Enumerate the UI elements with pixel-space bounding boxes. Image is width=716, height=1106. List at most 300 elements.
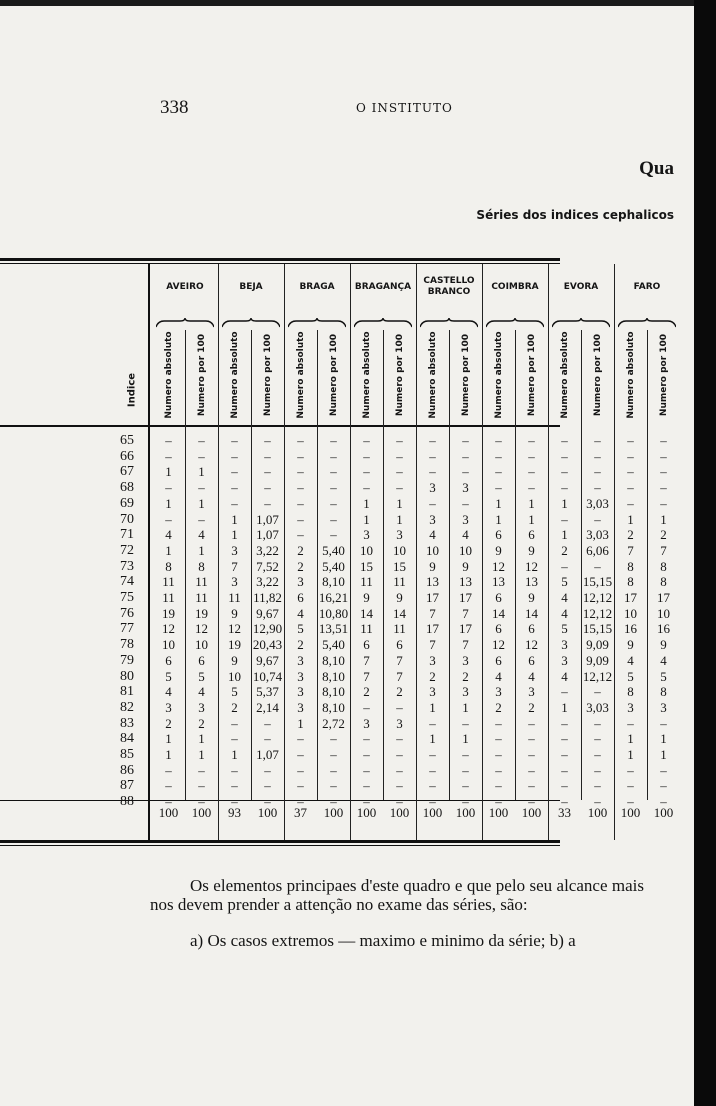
table-cell: 3 [363, 527, 370, 543]
table-cell: – [330, 464, 337, 480]
index-value: 82 [120, 699, 134, 715]
table-cell: – [165, 762, 172, 778]
table-cell: 1 [528, 495, 535, 511]
table-cell: 8 [660, 574, 667, 590]
table-cell: 11 [162, 590, 175, 605]
table-cell: 4 [627, 652, 634, 668]
table-cell: 9 [660, 637, 667, 653]
table-cell: 2 [462, 668, 469, 684]
table-cell: – [165, 778, 172, 794]
table-cell: – [561, 558, 568, 574]
table-cell: 6 [528, 621, 535, 637]
table-cell: 11 [195, 590, 208, 605]
table-cell: – [627, 448, 634, 464]
table-cell: – [528, 433, 535, 448]
table-cell: 1 [396, 495, 403, 511]
table-cell: 10 [624, 605, 637, 621]
table-cell: 2 [396, 684, 403, 700]
table-cell: 5,40 [322, 558, 345, 574]
index-value: 66 [120, 448, 134, 464]
table-cell: 7 [429, 605, 436, 621]
table-cell: 3 [396, 715, 403, 731]
table-cell: – [297, 778, 304, 794]
table-cell: 17 [426, 590, 439, 605]
table-cell: – [495, 778, 502, 794]
table-cell: – [297, 448, 304, 464]
index-value: 79 [120, 652, 134, 668]
region-brace [156, 318, 214, 328]
index-value: 88 [120, 794, 134, 810]
table-cell: 1 [627, 731, 634, 747]
table-cell: 4 [165, 684, 172, 700]
table-cell: 3 [429, 511, 436, 527]
table-cell: 3 [297, 668, 304, 684]
table-cell: – [462, 747, 469, 762]
sub-column-header-label: Numero por 100 [196, 333, 207, 417]
table-cell: 3 [198, 699, 205, 715]
table-cell: – [660, 480, 667, 496]
sub-column-header [491, 330, 507, 420]
region-brace [420, 318, 478, 328]
table-cell: 6 [495, 590, 502, 605]
table-cell: 5,40 [322, 637, 345, 653]
table-cell: 13 [459, 574, 472, 590]
scan-edge-top [0, 0, 716, 6]
table-cell: – [429, 747, 436, 762]
table-cell: 15,15 [582, 574, 613, 590]
table-cell: – [396, 762, 403, 778]
table-cell: 3 [660, 699, 667, 715]
table-cell: – [528, 762, 535, 778]
region-brace [486, 318, 544, 328]
table-cell: – [528, 794, 535, 810]
table-cell: 1 [165, 731, 172, 747]
table-cell: 9 [627, 637, 634, 653]
table-cell: 10,80 [318, 605, 349, 621]
table-cell: – [627, 480, 634, 496]
table-cell: 3 [429, 684, 436, 700]
table-cell: 19 [195, 605, 208, 621]
table-cell: – [594, 762, 601, 778]
table-cell: 9 [231, 605, 238, 621]
table-cell: – [231, 480, 238, 496]
table-top-rule-thin [0, 263, 560, 264]
table-cell: 1 [363, 495, 370, 511]
table-cell: – [297, 794, 304, 810]
total-cell: 100 [158, 805, 179, 820]
table-cell: 4 [198, 527, 205, 543]
table-cell: 5 [231, 684, 238, 700]
table-cell: – [561, 747, 568, 762]
sub-column-header-label: Numero absoluto [625, 331, 636, 419]
table-cell: – [528, 731, 535, 747]
table-cell: – [198, 794, 205, 810]
total-cell: 100 [620, 805, 641, 820]
table-cell: – [627, 464, 634, 480]
table-cell: 3 [528, 684, 535, 700]
body-paragraph-2: a) Os casos extremos — maximo e minimo da série; b) a [190, 931, 576, 950]
table-cell: 7 [396, 652, 403, 668]
index-value: 77 [120, 621, 134, 637]
table-cell: – [627, 495, 634, 511]
table-cell: 1 [231, 747, 238, 762]
table-cell: – [627, 794, 634, 810]
table-cell: 12,12 [582, 668, 613, 684]
table-cell: 10 [657, 605, 670, 621]
table-cell: – [264, 715, 271, 731]
table-cell: 3 [297, 699, 304, 715]
table-cell: – [462, 715, 469, 731]
table-cell: 1 [429, 699, 436, 715]
table-cell: 5 [660, 668, 667, 684]
table-cell: 3,03 [586, 527, 609, 543]
table-cell: 10 [162, 637, 175, 653]
index-value: 78 [120, 637, 134, 653]
table-cell: 1 [198, 542, 205, 558]
table-cell: 1 [429, 731, 436, 747]
table-cell: – [594, 480, 601, 496]
table-cell: 5,40 [322, 542, 345, 558]
table-cell: 15 [393, 558, 406, 574]
table-cell: – [231, 448, 238, 464]
table-cell: 8 [660, 684, 667, 700]
table-heading: Qua [639, 158, 674, 179]
region-brace [222, 318, 280, 328]
table-cell: 1 [165, 464, 172, 480]
table-cell: 9 [396, 590, 403, 605]
table-cell: 12 [492, 637, 505, 653]
table-cell: – [495, 448, 502, 464]
table-cell: 12 [525, 637, 538, 653]
table-cell: 1 [660, 747, 667, 762]
table-cell: 8,10 [322, 652, 345, 668]
table-cell: 13 [525, 574, 538, 590]
index-value: 80 [120, 668, 134, 684]
table-cell: 9,67 [256, 605, 279, 621]
table-cell: – [231, 762, 238, 778]
index-value: 83 [120, 715, 134, 731]
table-cell: 5,37 [256, 684, 279, 700]
table-cell: – [396, 433, 403, 448]
table-cell: 7 [363, 668, 370, 684]
table-cell: 5 [561, 621, 568, 637]
table-cell: 7 [231, 558, 238, 574]
table-cell: – [264, 433, 271, 448]
table-cell: 6 [198, 652, 205, 668]
table-cell: – [264, 495, 271, 511]
table-cell: – [429, 794, 436, 810]
table-cell: 1 [165, 542, 172, 558]
table-cell: 5 [297, 621, 304, 637]
table-cell: 2 [561, 542, 568, 558]
table-cell: 1,07 [256, 527, 279, 543]
table-cell: 11 [360, 621, 373, 637]
total-cell: 93 [228, 805, 241, 820]
table-cell: 12,12 [582, 590, 613, 605]
region-header: BRAGA [299, 282, 335, 292]
table-cell: – [594, 558, 601, 574]
table-cell: – [297, 511, 304, 527]
table-cell: – [264, 448, 271, 464]
table-cell: 1,07 [256, 747, 279, 762]
total-cell: 37 [294, 805, 307, 820]
table-cell: 17 [426, 621, 439, 637]
total-cell: 100 [356, 805, 377, 820]
table-cell: – [396, 480, 403, 496]
table-cell: 10 [195, 637, 208, 653]
table-cell: – [528, 778, 535, 794]
table-cell: – [396, 448, 403, 464]
table-cell: 15,15 [582, 621, 613, 637]
table-cell: – [396, 778, 403, 794]
table-cell: 4 [561, 590, 568, 605]
table-cell: 8 [627, 574, 634, 590]
table-cell: – [429, 495, 436, 511]
table-cell: – [429, 448, 436, 464]
table-cell: 2 [627, 527, 634, 543]
table-cell: 4 [561, 605, 568, 621]
page-header [160, 97, 700, 121]
table-cell: – [264, 480, 271, 496]
sub-column-header-label: Numero por 100 [592, 333, 603, 417]
table-cell: 3 [297, 652, 304, 668]
table-cell: 12 [228, 621, 241, 637]
table-cell: – [660, 495, 667, 511]
table-cell: 17 [624, 590, 637, 605]
table-cell: 3 [429, 652, 436, 668]
index-header-label: Indice [126, 372, 138, 408]
table-cell: 1 [495, 511, 502, 527]
sub-column-header [590, 330, 606, 420]
table-cell: 3 [561, 637, 568, 653]
table-cell: – [165, 480, 172, 496]
table-cell: – [561, 762, 568, 778]
index-value: 70 [120, 511, 134, 527]
table-cell: – [561, 715, 568, 731]
table-cell: 6,06 [586, 542, 609, 558]
table-cell: 9,09 [586, 652, 609, 668]
table-cell: – [429, 762, 436, 778]
table-cell: 3,22 [256, 574, 279, 590]
sub-column-header-label: Numero absoluto [361, 331, 372, 419]
table-cell: – [462, 464, 469, 480]
sub-column-header [392, 330, 408, 420]
index-value: 74 [120, 574, 134, 590]
sub-column-header [326, 330, 342, 420]
table-cell: – [462, 433, 469, 448]
table-cell: – [528, 480, 535, 496]
table-cell: 10 [426, 542, 439, 558]
table-cell: – [627, 762, 634, 778]
index-value: 75 [120, 590, 134, 605]
table-cell: 8 [165, 558, 172, 574]
table-cell: 5 [165, 668, 172, 684]
table-cell: 15 [360, 558, 373, 574]
table-cell: 16 [657, 621, 670, 637]
sub-column-header [425, 330, 441, 420]
table-cell: 16,21 [318, 590, 349, 605]
table-cell: – [264, 778, 271, 794]
table-cell: 2 [198, 715, 205, 731]
table-cell: – [231, 731, 238, 747]
table-cell: 3 [627, 699, 634, 715]
table-cell: 5 [627, 668, 634, 684]
region-header: BEJA [239, 282, 263, 292]
table-cell: – [462, 495, 469, 511]
table-cell: – [594, 715, 601, 731]
page-number: 338 [160, 97, 189, 118]
table-cell: – [660, 464, 667, 480]
table-cell: – [429, 715, 436, 731]
table-cell: 4 [660, 652, 667, 668]
sub-column-header-label: Numero por 100 [394, 333, 405, 417]
table-cell: – [561, 684, 568, 700]
table-cell: 2 [231, 699, 238, 715]
table-cell: 1 [462, 699, 469, 715]
table-cell: – [429, 778, 436, 794]
table-cell: 12 [525, 558, 538, 574]
table-cell: – [198, 433, 205, 448]
table-cell: 2 [660, 527, 667, 543]
sub-column-header-label: Numero absoluto [493, 331, 504, 419]
table-cell: 4 [165, 527, 172, 543]
total-cell: 100 [587, 805, 608, 820]
table-cell: 10 [360, 542, 373, 558]
table-cell: – [198, 448, 205, 464]
sub-column-header-label: Numero por 100 [262, 333, 273, 417]
table-cell: 1 [528, 511, 535, 527]
table-cell: 1 [660, 731, 667, 747]
table-cell: 5 [561, 574, 568, 590]
table-cell: – [429, 464, 436, 480]
table-cell: – [594, 731, 601, 747]
table-cell: – [495, 715, 502, 731]
table-cell: 19 [228, 637, 241, 653]
table-cell: 10 [459, 542, 472, 558]
table-cell: 13 [426, 574, 439, 590]
table-cell: – [627, 778, 634, 794]
table-cell: – [231, 495, 238, 511]
table-cell: 8,10 [322, 684, 345, 700]
table-cell: – [165, 511, 172, 527]
region-header: BRAGANÇA [354, 282, 412, 292]
table-cell: 7 [363, 652, 370, 668]
total-cell: 100 [257, 805, 278, 820]
table-cell: 1 [627, 747, 634, 762]
header-bottom-rule [0, 425, 560, 427]
table-cell: 9 [528, 542, 535, 558]
table-cell: – [231, 464, 238, 480]
table-cell: 2,72 [322, 715, 345, 731]
index-value: 87 [120, 778, 134, 794]
table-cell: 1 [198, 731, 205, 747]
table-cell: – [561, 778, 568, 794]
table-cell: 3 [165, 699, 172, 715]
table-cell: 12 [195, 621, 208, 637]
table-cell: 11 [393, 621, 406, 637]
index-value: 71 [120, 527, 134, 543]
table-subtitle: Séries dos indices cephalicos [476, 208, 674, 222]
table-cell: – [363, 480, 370, 496]
index-value: 73 [120, 558, 134, 574]
table-cell: – [528, 747, 535, 762]
table-cell: – [561, 433, 568, 448]
table-cell: 2 [165, 715, 172, 731]
index-value: 81 [120, 684, 134, 700]
table-cell: 17 [459, 590, 472, 605]
table-cell: 3 [231, 574, 238, 590]
sub-column-header-label: Numero absoluto [559, 331, 570, 419]
table-cell: 1 [561, 527, 568, 543]
sub-column-header-label: Numero absoluto [295, 331, 306, 419]
table-cell: – [561, 448, 568, 464]
table-cell: 8,10 [322, 668, 345, 684]
sub-column-header [623, 330, 639, 420]
table-cell: 4 [561, 668, 568, 684]
table-cell: – [561, 464, 568, 480]
table-cell: 11 [360, 574, 373, 590]
index-value: 72 [120, 542, 134, 558]
table-cell: 1 [198, 464, 205, 480]
index-value: 67 [120, 464, 134, 480]
table-cell: – [495, 480, 502, 496]
table-cell: 2 [429, 668, 436, 684]
table-cell: 1 [231, 527, 238, 543]
sub-column-header-label: Numero absoluto [229, 331, 240, 419]
table-cell: – [396, 699, 403, 715]
table-cell: 2 [528, 699, 535, 715]
total-cell: 100 [191, 805, 212, 820]
table-cell: 4 [462, 527, 469, 543]
index-value: 76 [120, 605, 134, 621]
table-cell: 8 [627, 558, 634, 574]
table-cell: 16 [624, 621, 637, 637]
table-cell: 2,14 [256, 699, 279, 715]
table-cell: 1 [165, 495, 172, 511]
table-cell: – [561, 794, 568, 810]
table-cell: 3 [231, 542, 238, 558]
index-value: 85 [120, 747, 134, 762]
table-cell: 6 [165, 652, 172, 668]
table-cell: 2 [297, 637, 304, 653]
table-cell: – [528, 715, 535, 731]
sub-column-header [557, 330, 573, 420]
table-cell: 19 [162, 605, 175, 621]
table-cell: 10 [228, 668, 241, 684]
sub-column-header-label: Numero por 100 [658, 333, 669, 417]
table-cell: 7 [627, 542, 634, 558]
total-cell: 100 [653, 805, 674, 820]
table-cell: – [363, 762, 370, 778]
table-cell: 8,10 [322, 574, 345, 590]
table-cell: 3 [297, 574, 304, 590]
table-cell: 6 [495, 527, 502, 543]
index-value: 86 [120, 762, 134, 778]
table-cell: – [330, 762, 337, 778]
table-cell: 1 [462, 731, 469, 747]
table-cell: – [297, 495, 304, 511]
sub-column-header-label: Numero por 100 [328, 333, 339, 417]
table-cell: – [561, 731, 568, 747]
table-cell: – [231, 794, 238, 810]
table-cell: – [495, 762, 502, 778]
table-cell: – [660, 778, 667, 794]
table-cell: – [528, 464, 535, 480]
table-cell: 3 [561, 652, 568, 668]
table-cell: – [297, 747, 304, 762]
table-cell: – [297, 433, 304, 448]
table-cell: 9 [429, 558, 436, 574]
